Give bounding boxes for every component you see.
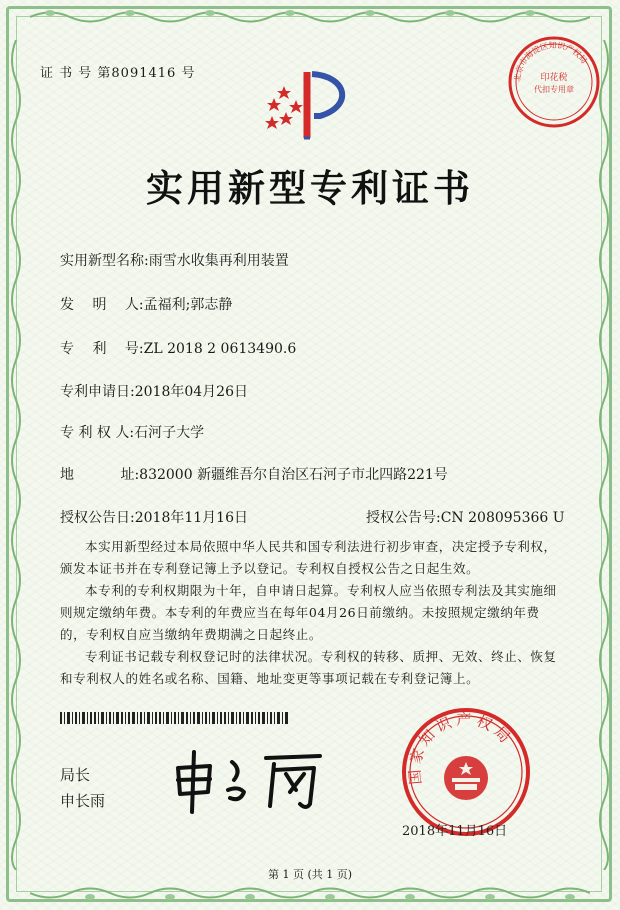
certificate-title: 实用新型专利证书: [146, 166, 474, 210]
field-grant-date: [60, 507, 248, 527]
field-inventor-label: 发 明 人:: [60, 297, 144, 313]
director-name: 申长雨: [60, 792, 106, 810]
field-patent-no: [60, 338, 296, 358]
field-name-label: 实用新型名称:: [60, 253, 149, 269]
field-patent-no-value: ZL 2018 2 0613490.6: [143, 341, 297, 357]
paragraph-3: 专利证书记载专利权登记时的法律状况。专利权的转移、质押、无效、终止、恢复和专利权人的姓名或名称、国籍、地址变更等事项记载在专利登记簿上。: [60, 649, 557, 686]
barcode-icon: [60, 712, 288, 724]
field-apply-date-label: 专利申请日:: [60, 384, 135, 400]
seal-icon: [506, 34, 602, 130]
field-grant-no-value: CN 208095366 U: [440, 510, 565, 526]
official-seal-icon: [400, 706, 532, 838]
field-name-value: 雨雪水收集再利用装置: [148, 253, 289, 269]
field-name: [60, 250, 289, 270]
patent-logo-icon: [262, 66, 362, 146]
field-patent-no-label: 专 利 号:: [60, 341, 144, 357]
field-grant-no-label: 授权公告号:: [366, 510, 441, 526]
svg-text:代扣专用章: 代扣专用章: [534, 85, 574, 94]
seal-date: 2018年11月16日: [402, 824, 508, 839]
field-owner: [60, 422, 204, 442]
field-grant-date-label: 授权公告日:: [60, 510, 135, 526]
field-apply-date: [60, 381, 248, 401]
svg-text:印花税: 印花税: [540, 73, 568, 83]
field-inventor: [60, 294, 232, 314]
vine-ornament-bottom-icon: [30, 884, 590, 902]
page-footer: 第 1 页 (共 1 页): [267, 868, 353, 881]
field-address: [60, 464, 448, 484]
field-grant-date-value: 2018年11月16日: [134, 510, 248, 526]
field-apply-date-value: 2018年04月26日: [134, 384, 248, 400]
field-address-label: 地 址:: [60, 467, 140, 483]
field-owner-label: 专 利 权 人:: [60, 425, 135, 441]
vine-ornament-top-icon: [30, 8, 590, 26]
certificate-number-label: 证 书 号 第: [40, 66, 112, 81]
field-inventor-value: 孟福利;郭志静: [143, 297, 233, 313]
svg-text:北京市海淀区知识产权局: 北京市海淀区知识产权局: [512, 40, 589, 83]
paragraph-2: 本专利的专利权期限为十年，自申请日起算。专利权人应当依照专利法及其实施细则规定缴纳年费。本专利的年费应当在每年04月26日前缴纳。未按照规定缴纳年费的，专利权自应当缴纳年费期满之日起终止。: [60, 583, 557, 642]
field-owner-value: 石河子大学: [134, 425, 205, 441]
paragraph-1: 本实用新型经过本局依照中华人民共和国专利法进行初步审查，决定授予专利权，颁发本证书并在专利登记簿上予以登记。专利权自授权公告之日起生效。: [60, 539, 557, 576]
certificate-number: [40, 62, 195, 81]
field-grant-no: [366, 507, 565, 527]
signature-icon: [170, 740, 330, 820]
field-address-value: 832000 新疆维吾尔自治区石河子市北四路221号: [139, 467, 448, 483]
certificate-number-value: 8091416: [111, 66, 177, 81]
director-title: 局长: [60, 766, 91, 784]
official-seal-text: 国家知识产权局: [405, 710, 517, 786]
certificate-number-suffix: 号: [181, 66, 196, 81]
